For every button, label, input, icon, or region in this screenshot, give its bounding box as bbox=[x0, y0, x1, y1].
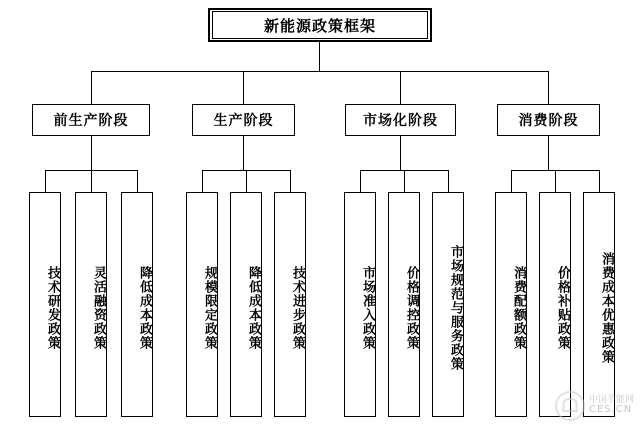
connector-stage-drop-4 bbox=[548, 71, 549, 104]
stage-node-4 bbox=[497, 104, 600, 136]
leaf-node-3-1-label: 市场准入政策 bbox=[360, 265, 375, 350]
root-node bbox=[208, 8, 432, 42]
leaf-node-4-1 bbox=[495, 192, 527, 417]
connector-stage4-stem bbox=[548, 136, 549, 170]
leaf-node-1-3-label: 降低成本政策 bbox=[137, 265, 152, 350]
root-node-label: 新能源政策框架 bbox=[212, 11, 428, 39]
leaf-node-4-2-label: 价格补贴政策 bbox=[555, 265, 570, 350]
leaf-node-3-3 bbox=[432, 192, 464, 417]
watermark-logo-icon bbox=[555, 391, 585, 421]
leaf-node-2-2 bbox=[230, 192, 262, 417]
connector-stage4-drop-2 bbox=[555, 170, 556, 192]
connector-stage3-drop-2 bbox=[404, 170, 405, 192]
leaf-node-3-1 bbox=[344, 192, 376, 417]
connector-stage-drop-3 bbox=[400, 71, 401, 104]
connector-stage1-drop-1 bbox=[45, 170, 46, 192]
leaf-node-1-2-label: 灵活融资政策 bbox=[91, 265, 106, 350]
leaf-node-1-1 bbox=[29, 192, 61, 417]
watermark-text-en: CES.CN bbox=[588, 404, 633, 416]
connector-stage1-drop-2 bbox=[91, 170, 92, 192]
leaf-node-3-3-label: 市场规范与服务政策 bbox=[448, 244, 463, 371]
leaf-node-2-3-label: 技术进步政策 bbox=[290, 265, 305, 350]
leaf-node-1-2 bbox=[75, 192, 107, 417]
connector-stage-drop-1 bbox=[91, 71, 92, 104]
leaf-node-2-1-label: 规模限定政策 bbox=[202, 265, 217, 350]
leaf-node-2-2-label: 降低成本政策 bbox=[246, 265, 261, 350]
watermark-text bbox=[589, 396, 634, 416]
connector-stage2-drop-1 bbox=[202, 170, 203, 192]
connector-stage1-stem bbox=[91, 136, 92, 170]
stage-node-1-label: 前生产阶段 bbox=[53, 113, 129, 129]
stage-node-2 bbox=[192, 104, 295, 136]
leaf-node-2-3 bbox=[274, 192, 306, 417]
connector-stage3-stem bbox=[400, 136, 401, 170]
leaf-node-3-2 bbox=[388, 192, 420, 417]
watermark bbox=[555, 391, 634, 421]
leaf-node-4-3-label: 消费成本优惠政策 bbox=[599, 251, 614, 364]
watermark-text-cn: 中国节能网 bbox=[588, 395, 634, 406]
leaf-node-4-2 bbox=[539, 192, 571, 417]
stage-node-4-label: 消费阶段 bbox=[518, 113, 579, 129]
connector-stage2-drop-2 bbox=[246, 170, 247, 192]
connector-stage2-stem bbox=[243, 136, 244, 170]
stage-node-3-label: 市场化阶段 bbox=[363, 113, 438, 129]
leaf-node-3-2-label: 价格调控政策 bbox=[404, 265, 419, 350]
connector-stage-drop-2 bbox=[243, 71, 244, 104]
stage-node-3 bbox=[345, 104, 456, 136]
stage-node-1 bbox=[32, 104, 150, 136]
connector-root-stem bbox=[319, 42, 320, 71]
connector-stage4-drop-3 bbox=[599, 170, 600, 192]
connector-stage-bus bbox=[91, 71, 548, 72]
stage-node-2-label: 生产阶段 bbox=[213, 113, 274, 129]
connector-stage1-drop-3 bbox=[137, 170, 138, 192]
connector-stage2-drop-3 bbox=[290, 170, 291, 192]
leaf-node-2-1 bbox=[186, 192, 218, 417]
connector-stage4-drop-1 bbox=[511, 170, 512, 192]
connector-stage3-drop-1 bbox=[360, 170, 361, 192]
connector-stage3-drop-3 bbox=[448, 170, 449, 192]
leaf-node-4-3 bbox=[583, 192, 615, 417]
leaf-node-4-1-label: 消费配额政策 bbox=[511, 265, 526, 350]
leaf-node-1-3 bbox=[121, 192, 153, 417]
leaf-node-1-1-label: 技术研发政策 bbox=[45, 265, 60, 350]
